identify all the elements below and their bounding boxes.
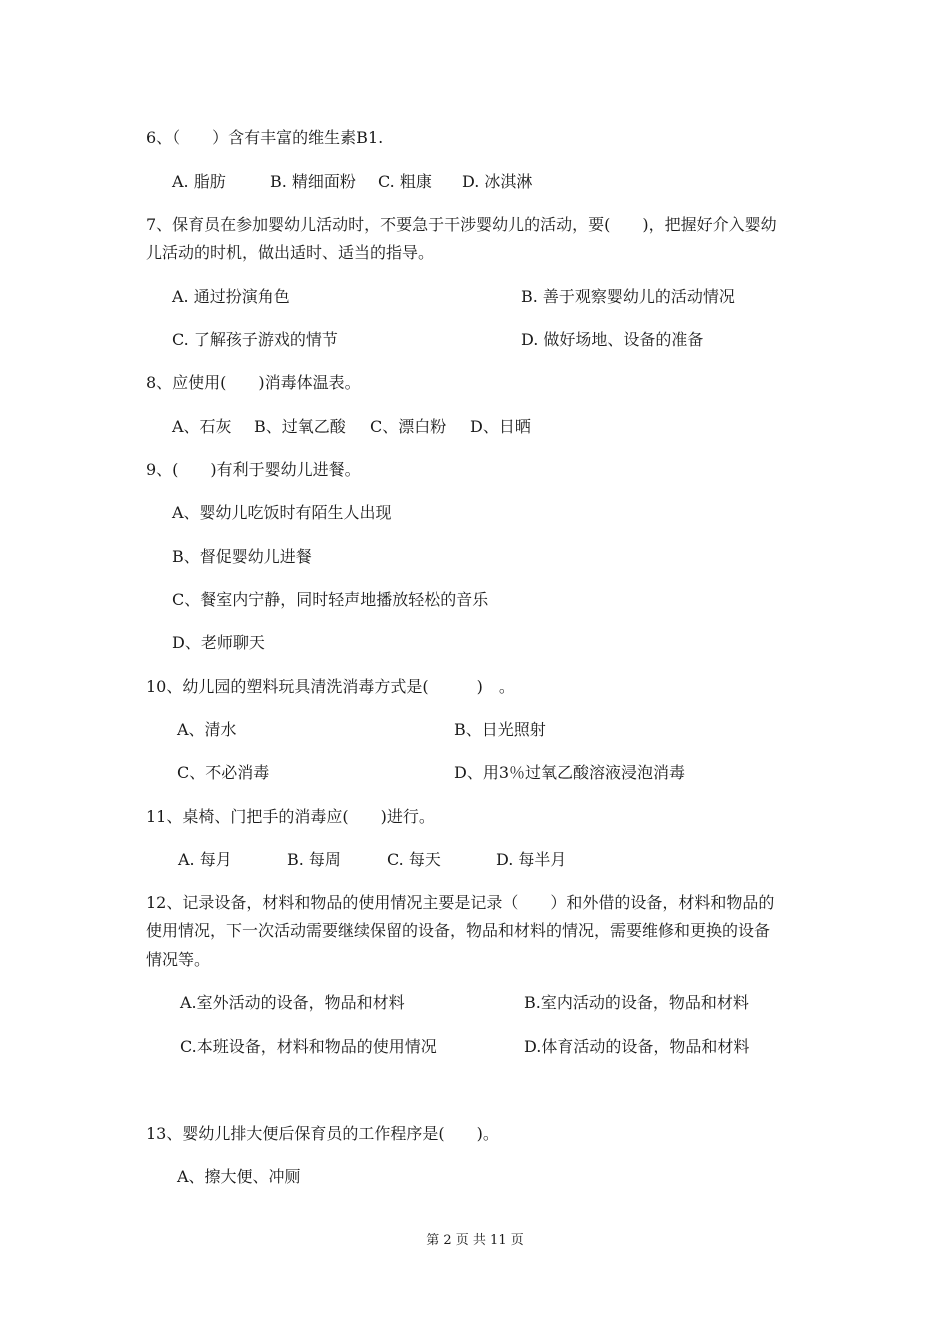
question-12-stem-line-1: 12、记录设备，材料和物品的使用情况主要是记录（ ）和外借的设备，材料和物品的 (146, 893, 775, 912)
question-9-option-a: A、婴幼儿吃饭时有陌生人出现 (172, 503, 392, 522)
question-9-option-d: D、老师聊天 (172, 633, 265, 652)
question-8-option-b: B、过氧乙酸 (254, 417, 346, 436)
question-11-option-a: A. 每月 (178, 850, 232, 869)
question-13-stem: 13、婴幼儿排大便后保育员的工作程序是( )。 (146, 1124, 499, 1143)
question-12-stem-line-2: 使用情况，下一次活动需要继续保留的设备，物品和材料的情况，需要维修和更换的设备 (146, 921, 771, 940)
question-12-option-a: A.室外活动的设备，物品和材料 (180, 993, 405, 1012)
question-10-stem: 10、幼儿园的塑料玩具清洗消毒方式是( ) 。 (146, 677, 515, 696)
question-8-option-d: D、日晒 (470, 417, 531, 436)
question-8-stem: 8、应使用( )消毒体温表。 (146, 373, 361, 392)
question-13-option-a: A、擦大便、冲厕 (177, 1167, 301, 1186)
question-9-option-c: C、餐室内宁静，同时轻声地播放轻松的音乐 (172, 590, 489, 609)
question-12-option-d: D.体育活动的设备，物品和材料 (524, 1037, 750, 1056)
question-12-option-c: C.本班设备，材料和物品的使用情况 (180, 1037, 437, 1056)
question-9-stem: 9、( )有利于婴幼儿进餐。 (146, 460, 361, 479)
question-7-option-d: D. 做好场地、设备的准备 (521, 330, 704, 349)
question-7-stem-line-2: 儿活动的时机，做出适时、适当的指导。 (146, 243, 435, 262)
question-8-option-c: C、漂白粉 (370, 417, 447, 436)
question-9-option-b: B、督促婴幼儿进餐 (172, 547, 312, 566)
page-footer: 第 2 页 共 11 页 (426, 1233, 524, 1248)
question-6-option-c: C. 粗康 (378, 172, 432, 191)
question-6-option-b: B. 精细面粉 (270, 172, 356, 191)
question-11-option-d: D. 每半月 (496, 850, 567, 869)
question-6-option-a: A. 脂肪 (172, 172, 226, 191)
question-7-option-b: B. 善于观察婴幼儿的活动情况 (521, 287, 735, 306)
question-6-stem: 6、（ ）含有丰富的维生素B1. (146, 128, 384, 147)
question-10-option-d: D、用3％过氧乙酸溶液浸泡消毒 (454, 763, 686, 782)
question-10-option-c: C、不必消毒 (177, 763, 270, 782)
question-11-stem: 11、桌椅、门把手的消毒应( )进行。 (146, 807, 435, 826)
question-10-option-a: A、清水 (177, 720, 237, 739)
question-12-option-b: B.室内活动的设备，物品和材料 (524, 993, 749, 1012)
question-6-option-d: D. 冰淇淋 (462, 172, 533, 191)
question-12-stem-line-3: 情况等。 (146, 950, 211, 969)
question-11-option-c: C. 每天 (387, 850, 441, 869)
question-10-option-b: B、日光照射 (454, 720, 546, 739)
question-7-option-a: A. 通过扮演角色 (172, 287, 290, 306)
question-11-option-b: B. 每周 (287, 850, 341, 869)
question-7-stem-line-1: 7、保育员在参加婴幼儿活动时，不要急于干涉婴幼儿的活动，要( )，把握好介入婴幼 (146, 215, 777, 234)
question-7-option-c: C. 了解孩子游戏的情节 (172, 330, 338, 349)
question-8-option-a: A、石灰 (172, 417, 232, 436)
